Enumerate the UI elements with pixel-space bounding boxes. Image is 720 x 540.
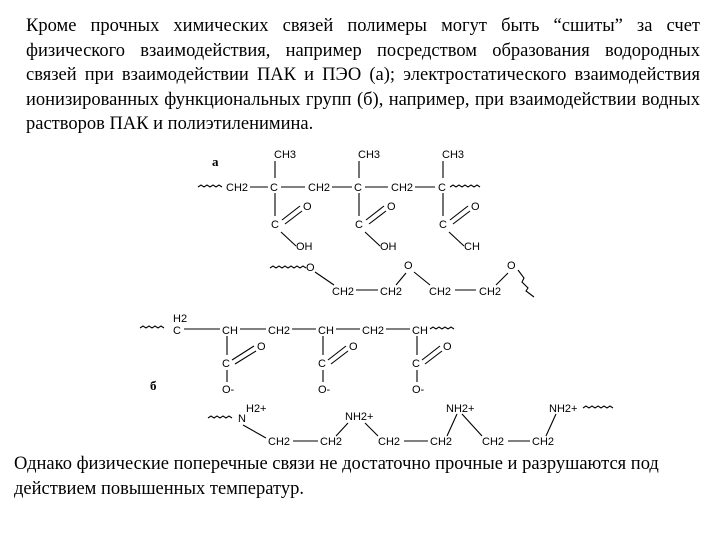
bond bbox=[328, 346, 346, 360]
bond bbox=[414, 272, 430, 285]
chain-end-b bbox=[430, 327, 454, 329]
a-oh-2: OH bbox=[380, 241, 397, 253]
a-c-1: C bbox=[270, 182, 278, 194]
pei-ch2-5: CH2 bbox=[482, 436, 505, 448]
b-carbonyl-o-3: O bbox=[443, 341, 452, 353]
peo-ch2-1: CH2 bbox=[332, 286, 355, 298]
peo-ch2-3: CH2 bbox=[429, 286, 452, 298]
pei-ch2-2: CH2 bbox=[320, 436, 343, 448]
a-ch2-3: CH2 bbox=[391, 182, 414, 194]
bond bbox=[425, 351, 442, 364]
b-h2: H2 bbox=[173, 313, 188, 325]
b-ch-2: CH bbox=[318, 325, 334, 337]
bond bbox=[243, 425, 266, 438]
pei-nh2-2: NH2+ bbox=[446, 403, 475, 415]
bond bbox=[315, 272, 334, 285]
bond bbox=[422, 346, 440, 360]
a-carbonyl-o-3: O bbox=[471, 201, 480, 213]
a-oh-3: CH bbox=[464, 241, 480, 253]
bond bbox=[453, 211, 470, 224]
b-c: C bbox=[173, 325, 181, 337]
b-ch2-2: CH2 bbox=[362, 325, 385, 337]
label-b: б bbox=[150, 378, 157, 393]
polymer-crosslink-diagram bbox=[0, 140, 720, 450]
intro-paragraph: Кроме прочных химических связей полимеры могут быть “сшиты” за счет физического взаимодействия, например посредством образования водородных связей при взаимодействии ПАК и ПЭО (а); электростатического взаимодействия ионизированных функциональных групп (б), например, при взаимодействии водных растворов ПАК и полиэтиленимина. bbox=[26, 16, 700, 134]
label-a: а bbox=[212, 154, 219, 169]
bond bbox=[447, 414, 457, 436]
bond bbox=[331, 351, 348, 364]
pei-ch2-6: CH2 bbox=[532, 436, 555, 448]
chain-end-peo bbox=[270, 266, 306, 268]
bond bbox=[282, 206, 300, 220]
bond bbox=[396, 273, 406, 285]
bond bbox=[336, 423, 348, 436]
a-carbonyl-o-1: O bbox=[303, 201, 312, 213]
a-ch2-1: CH2 bbox=[226, 182, 249, 194]
bond bbox=[365, 232, 380, 246]
b-carbonyl-o-2: O bbox=[349, 341, 358, 353]
pei-ch2-1: CH2 bbox=[268, 436, 291, 448]
pei-ch2-4: CH2 bbox=[430, 436, 453, 448]
a-c-2: C bbox=[354, 182, 362, 194]
peo-o-1: O bbox=[306, 262, 315, 274]
a-ch3-2: CH3 bbox=[358, 149, 381, 161]
b-ch-3: CH bbox=[412, 325, 428, 337]
chain-end-pei bbox=[208, 416, 232, 418]
chain-end-pei bbox=[583, 406, 613, 408]
b-carbonyl-c-1: C bbox=[222, 358, 230, 370]
b-o-minus-1: O- bbox=[222, 384, 235, 396]
bond bbox=[449, 232, 464, 246]
a-c-3: C bbox=[438, 182, 446, 194]
b-ch2-1: CH2 bbox=[268, 325, 291, 337]
bond bbox=[365, 423, 378, 436]
chain-end-peo-right bbox=[518, 270, 534, 297]
pei-n-1-charge: H2+ bbox=[246, 403, 267, 415]
peo-ch2-2: CH2 bbox=[380, 286, 403, 298]
b-o-minus-2: O- bbox=[318, 384, 331, 396]
bond bbox=[366, 206, 384, 220]
pei-nh2-3: NH2+ bbox=[549, 403, 578, 415]
bond bbox=[285, 211, 302, 224]
chain-end-a bbox=[198, 185, 222, 187]
b-carbonyl-c-2: C bbox=[318, 358, 326, 370]
peo-ch2-4: CH2 bbox=[479, 286, 502, 298]
bond bbox=[496, 273, 508, 285]
a-ch3-3: CH3 bbox=[442, 149, 465, 161]
b-ch-1: CH bbox=[222, 325, 238, 337]
a-carbonyl-c-2: C bbox=[355, 219, 363, 231]
bond bbox=[369, 211, 386, 224]
bond bbox=[281, 232, 296, 246]
pei-nh2-1: NH2+ bbox=[345, 411, 374, 423]
a-ch3-1: CH3 bbox=[274, 149, 297, 161]
bond bbox=[450, 206, 468, 220]
peo-o-2: O bbox=[404, 260, 413, 272]
a-carbonyl-o-2: O bbox=[387, 201, 396, 213]
pei-ch2-3: CH2 bbox=[378, 436, 401, 448]
b-o-minus-3: O- bbox=[412, 384, 425, 396]
a-carbonyl-c-3: C bbox=[439, 219, 447, 231]
chain-end-b bbox=[140, 326, 164, 328]
peo-o-3: O bbox=[507, 260, 516, 272]
chain-end-a bbox=[450, 185, 480, 187]
bond bbox=[546, 414, 556, 436]
bond bbox=[232, 346, 254, 360]
b-carbonyl-c-3: C bbox=[412, 358, 420, 370]
conclusion-paragraph: Однако физические поперечные связи не достаточно прочные и разрушаются под действием повышенных температур. bbox=[14, 454, 659, 499]
bond bbox=[462, 414, 482, 436]
pei-n-1: N bbox=[238, 413, 246, 425]
b-carbonyl-o-1: O bbox=[257, 341, 266, 353]
a-carbonyl-c-1: C bbox=[271, 219, 279, 231]
bond bbox=[235, 351, 256, 364]
a-oh-1: OH bbox=[296, 241, 313, 253]
a-ch2-2: CH2 bbox=[308, 182, 331, 194]
